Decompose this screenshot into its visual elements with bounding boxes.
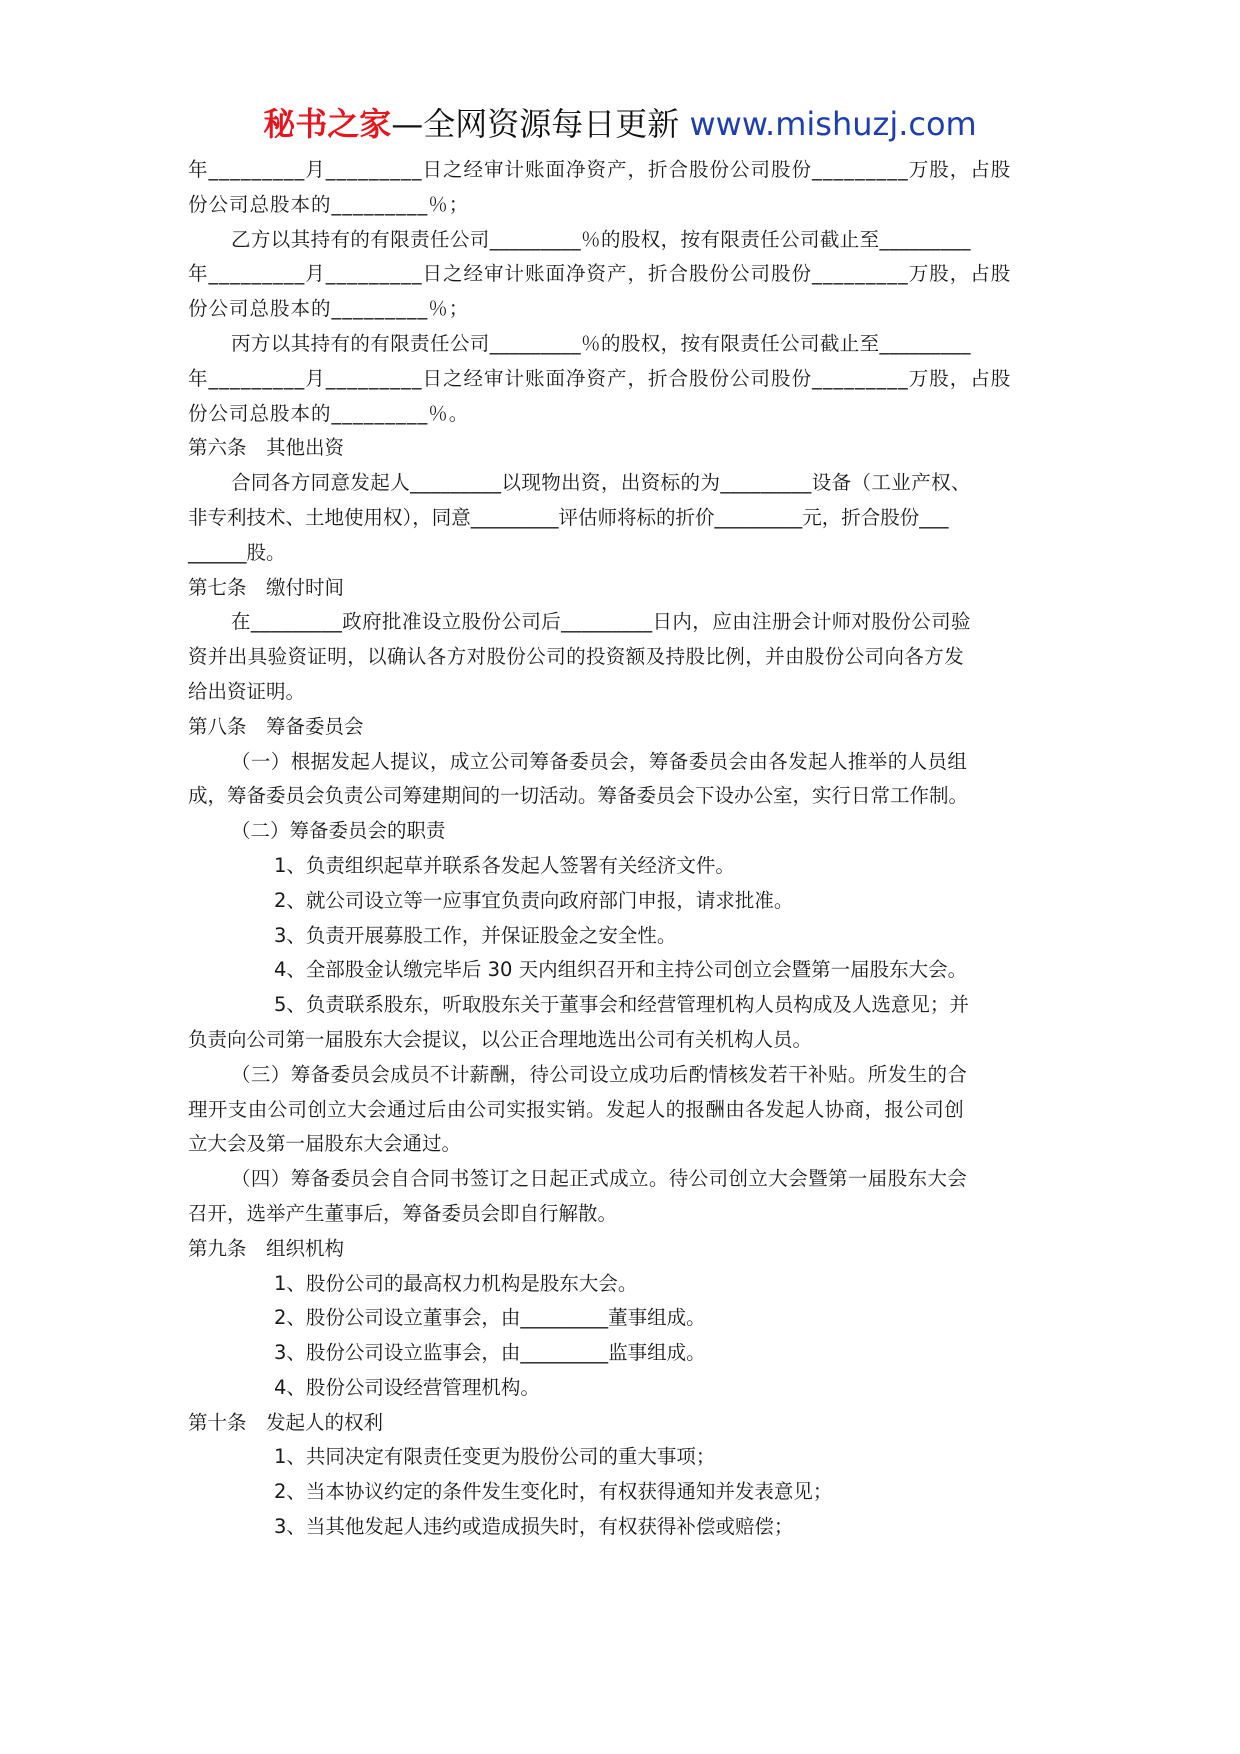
article-heading: 第八条 筹备委员会 — [188, 714, 364, 738]
list-item: 2、当本协议约定的条件发生变化时，有权获得通知并发表意见； — [274, 1480, 833, 1504]
watermark-header — [0, 100, 1240, 148]
document-body — [188, 153, 1060, 1545]
text-line: 资并出具验资证明，以确认各方对股份公司的投资额及持股比例，并由股份公司向各方发 — [188, 645, 965, 669]
text-line: 负责向公司第一届股东大会提议，以公正合理地选出公司有关机构人员。 — [188, 1027, 813, 1051]
text-line: 非专利技术、土地使用权），同意_________评估师将标的折价_________元，折合股份___ — [188, 505, 949, 529]
text-line: （二）筹备委员会的职责 — [231, 819, 446, 843]
article-heading: 第十条 发起人的权利 — [188, 1410, 384, 1434]
list-item: 3、当其他发起人违约或造成损失时，有权获得补偿或赔偿； — [274, 1515, 794, 1539]
list-item: 5、负责联系股东，听取股东关于董事会和经营管理机构人员构成及人选意见；并 — [274, 993, 969, 1017]
brand-name: 秘书之家 — [263, 105, 392, 143]
text-line: 在_________政府批准设立股份公司后_________日内，应由注册会计师对股份公司验 — [231, 610, 971, 634]
list-item: 4、全部股金认缴完毕后 30 天内组织召开和主持公司创立会暨第一届股东大会。 — [274, 958, 968, 982]
list-item: 1、共同决定有限责任变更为股份公司的重大事项； — [274, 1445, 716, 1469]
list-item: 1、股份公司的最高权力机构是股东大会。 — [274, 1271, 638, 1295]
header-slogan: —全网资源每日更新 — [391, 105, 690, 143]
list-item: 4、股份公司设经营管理机构。 — [274, 1375, 540, 1399]
text-line: 召开，选举产生董事后，筹备委员会即自行解散。 — [188, 1201, 618, 1225]
text-line: 年_________月_________日之经审计账面净资产，折合股份公司股份_________万股，占股 — [188, 158, 1012, 181]
text-line: 份公司总股本的_________％。 — [188, 401, 470, 425]
text-line: 年_________月_________日之经审计账面净资产，折合股份公司股份_________万股，占股 — [188, 366, 1012, 390]
list-item: 1、负责组织起草并联系各发起人签署有关经济文件。 — [274, 853, 735, 877]
text-line: （四）筹备委员会自合同书签订之日起正式成立。待公司创立大会暨第一届股东大会 — [231, 1167, 968, 1191]
list-item: 3、负责开展募股工作，并保证股金之安全性。 — [274, 923, 677, 947]
text-line: （一）根据发起人提议，成立公司筹备委员会，筹备委员会由各发起人推举的人员组 — [231, 749, 968, 773]
text-line: 成，筹备委员会负责公司筹建期间的一切活动。筹备委员会下设办公室，实行日常工作制。 — [188, 784, 969, 808]
article-heading: 第六条 其他出资 — [188, 436, 345, 460]
text-line: 年_________月_________日之经审计账面净资产，折合股份公司股份_________万股，占股 — [188, 262, 1012, 286]
text-line: 份公司总股本的_________％； — [188, 192, 470, 216]
text-line: 理开支由公司创立大会通过后由公司实报实销。发起人的报酬由各发起人协商，报公司创 — [188, 1097, 965, 1121]
list-item: 3、股份公司设立监事会，由_________监事组成。 — [274, 1341, 706, 1365]
text-line: 给出资证明。 — [188, 679, 306, 703]
text-line: 乙方以其持有的有限责任公司_________％的股权，按有限责任公司截止至_________ — [231, 227, 971, 251]
text-line: （三）筹备委员会成员不计薪酬，待公司设立成功后酌情核发若干补贴。所发生的合 — [231, 1062, 968, 1086]
list-item: 2、股份公司设立董事会，由_________董事组成。 — [274, 1306, 706, 1330]
text-line: 份公司总股本的_________％； — [188, 297, 470, 321]
article-heading: 第九条 组织机构 — [188, 1236, 345, 1260]
article-heading: 第七条 缴付时间 — [188, 575, 345, 599]
list-item: 2、就公司设立等一应事宜负责向政府部门申报，请求批准。 — [274, 888, 794, 912]
text-line: 丙方以其持有的有限责任公司_________％的股权，按有限责任公司截止至_________ — [231, 331, 971, 355]
text-line: 合同各方同意发起人_________以现物出资，出资标的为_________设备（工业产权、 — [231, 471, 971, 495]
text-line: ______股。 — [188, 540, 286, 564]
header-url[interactable]: www.mishuzj.com — [689, 105, 977, 143]
text-line: 立大会及第一届股东大会通过。 — [188, 1132, 462, 1156]
